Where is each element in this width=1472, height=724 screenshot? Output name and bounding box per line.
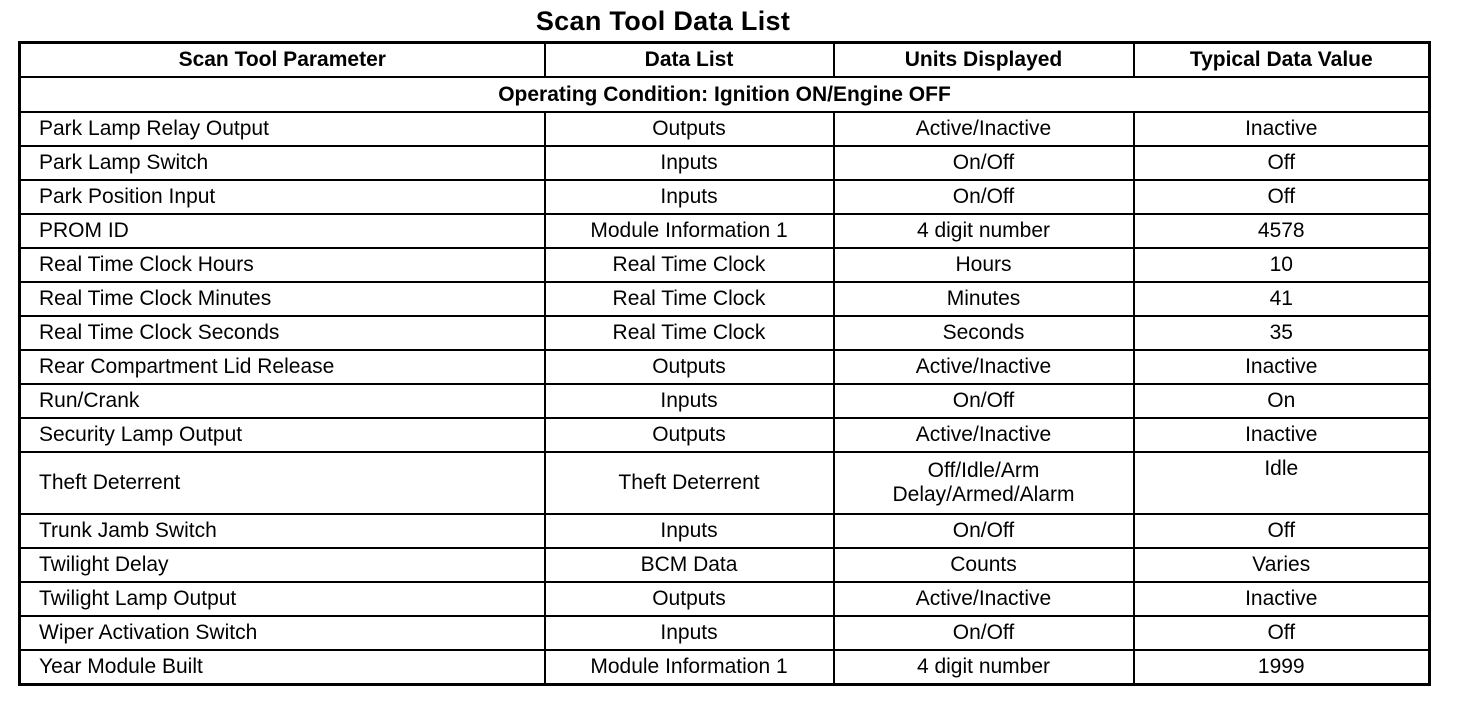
table-row [20, 548, 1430, 582]
data-list-cell: Inputs [545, 384, 834, 418]
data-list-cell: Outputs [545, 418, 834, 452]
units-cell: Active/Inactive [834, 582, 1134, 616]
parameter-cell: Park Lamp Switch [20, 146, 545, 180]
header-parameter: Scan Tool Parameter [20, 43, 545, 78]
parameter-cell: Theft Deterrent [20, 452, 545, 514]
data-list-cell: Module Information 1 [545, 214, 834, 248]
typical-value-cell: 4578 [1134, 214, 1430, 248]
table-row [20, 112, 1430, 146]
data-list-cell: Theft Deterrent [545, 452, 834, 514]
header-units-displayed: Units Displayed [834, 43, 1134, 78]
parameter-cell: Security Lamp Output [20, 418, 545, 452]
data-list-cell: Real Time Clock [545, 282, 834, 316]
data-list-cell: Inputs [545, 616, 834, 650]
typical-value-cell: 35 [1134, 316, 1430, 350]
header-row [20, 43, 1430, 78]
parameter-cell: Twilight Delay [20, 548, 545, 582]
parameter-cell: Park Lamp Relay Output [20, 112, 545, 146]
data-list-cell: Real Time Clock [545, 248, 834, 282]
table-row [20, 452, 1430, 514]
units-cell: Active/Inactive [834, 350, 1134, 384]
units-cell: Active/Inactive [834, 418, 1134, 452]
units-line: Off/Idle/Arm [927, 459, 1040, 482]
table-row [20, 514, 1430, 548]
table-row [20, 146, 1430, 180]
typical-value-cell: On [1134, 384, 1430, 418]
units-cell: On/Off [834, 514, 1134, 548]
typical-value-cell: 1999 [1134, 650, 1430, 685]
data-list-cell: BCM Data [545, 548, 834, 582]
table-row [20, 214, 1430, 248]
data-list-cell: Outputs [545, 582, 834, 616]
units-cell: 4 digit number [834, 214, 1134, 248]
typical-value-cell: Varies [1134, 548, 1430, 582]
typical-value-cell: Inactive [1134, 418, 1430, 452]
table-row [20, 582, 1430, 616]
parameter-cell: Year Module Built [20, 650, 545, 685]
parameter-cell: Twilight Lamp Output [20, 582, 545, 616]
table-row [20, 384, 1430, 418]
typical-value-cell: Idle [1134, 452, 1430, 514]
typical-value-cell: Inactive [1134, 350, 1430, 384]
data-list-cell: Outputs [545, 112, 834, 146]
units-cell: 4 digit number [834, 650, 1134, 685]
table-row [20, 282, 1430, 316]
parameter-cell: Wiper Activation Switch [20, 616, 545, 650]
typical-value-cell: Off [1134, 514, 1430, 548]
table-row [20, 650, 1430, 685]
table-row [20, 316, 1430, 350]
parameter-cell: Real Time Clock Seconds [20, 316, 545, 350]
operating-condition: Operating Condition: Ignition ON/Engine OFF [20, 77, 1430, 112]
page-title: Scan Tool Data List [535, 6, 791, 36]
scan-tool-data-table [18, 41, 1431, 686]
parameter-cell: Real Time Clock Hours [20, 248, 545, 282]
table-row [20, 616, 1430, 650]
units-cell: Hours [834, 248, 1134, 282]
parameter-cell: Trunk Jamb Switch [20, 514, 545, 548]
units-cell: On/Off [834, 384, 1134, 418]
parameter-cell: PROM ID [20, 214, 545, 248]
units-line: Delay/Armed/Alarm [892, 483, 1075, 506]
header-typical-value: Typical Data Value [1134, 43, 1430, 78]
units-cell: Minutes [834, 282, 1134, 316]
units-cell: On/Off [834, 146, 1134, 180]
data-list-cell: Inputs [545, 146, 834, 180]
typical-value-cell: 41 [1134, 282, 1430, 316]
parameter-cell: Real Time Clock Minutes [20, 282, 545, 316]
typical-value-cell: Inactive [1134, 582, 1430, 616]
typical-value-cell: Off [1134, 180, 1430, 214]
header-data-list: Data List [545, 43, 834, 78]
data-list-cell: Outputs [545, 350, 834, 384]
units-cell: Seconds [834, 316, 1134, 350]
operating-condition-row [20, 77, 1430, 112]
typical-value-cell: 10 [1134, 248, 1430, 282]
units-cell [834, 452, 1134, 514]
parameter-cell: Run/Crank [20, 384, 545, 418]
data-list-cell: Inputs [545, 514, 834, 548]
typical-value-cell: Inactive [1134, 112, 1430, 146]
units-cell: Counts [834, 548, 1134, 582]
data-list-cell: Module Information 1 [545, 650, 834, 685]
parameter-cell: Rear Compartment Lid Release [20, 350, 545, 384]
table-row [20, 418, 1430, 452]
units-cell: Active/Inactive [834, 112, 1134, 146]
typical-value-cell: Off [1134, 146, 1430, 180]
units-cell: On/Off [834, 180, 1134, 214]
data-list-cell: Real Time Clock [545, 316, 834, 350]
table-row [20, 350, 1430, 384]
units-cell: On/Off [834, 616, 1134, 650]
table-row [20, 248, 1430, 282]
typical-value-cell: Off [1134, 616, 1430, 650]
data-list-cell: Inputs [545, 180, 834, 214]
table-row [20, 180, 1430, 214]
parameter-cell: Park Position Input [20, 180, 545, 214]
